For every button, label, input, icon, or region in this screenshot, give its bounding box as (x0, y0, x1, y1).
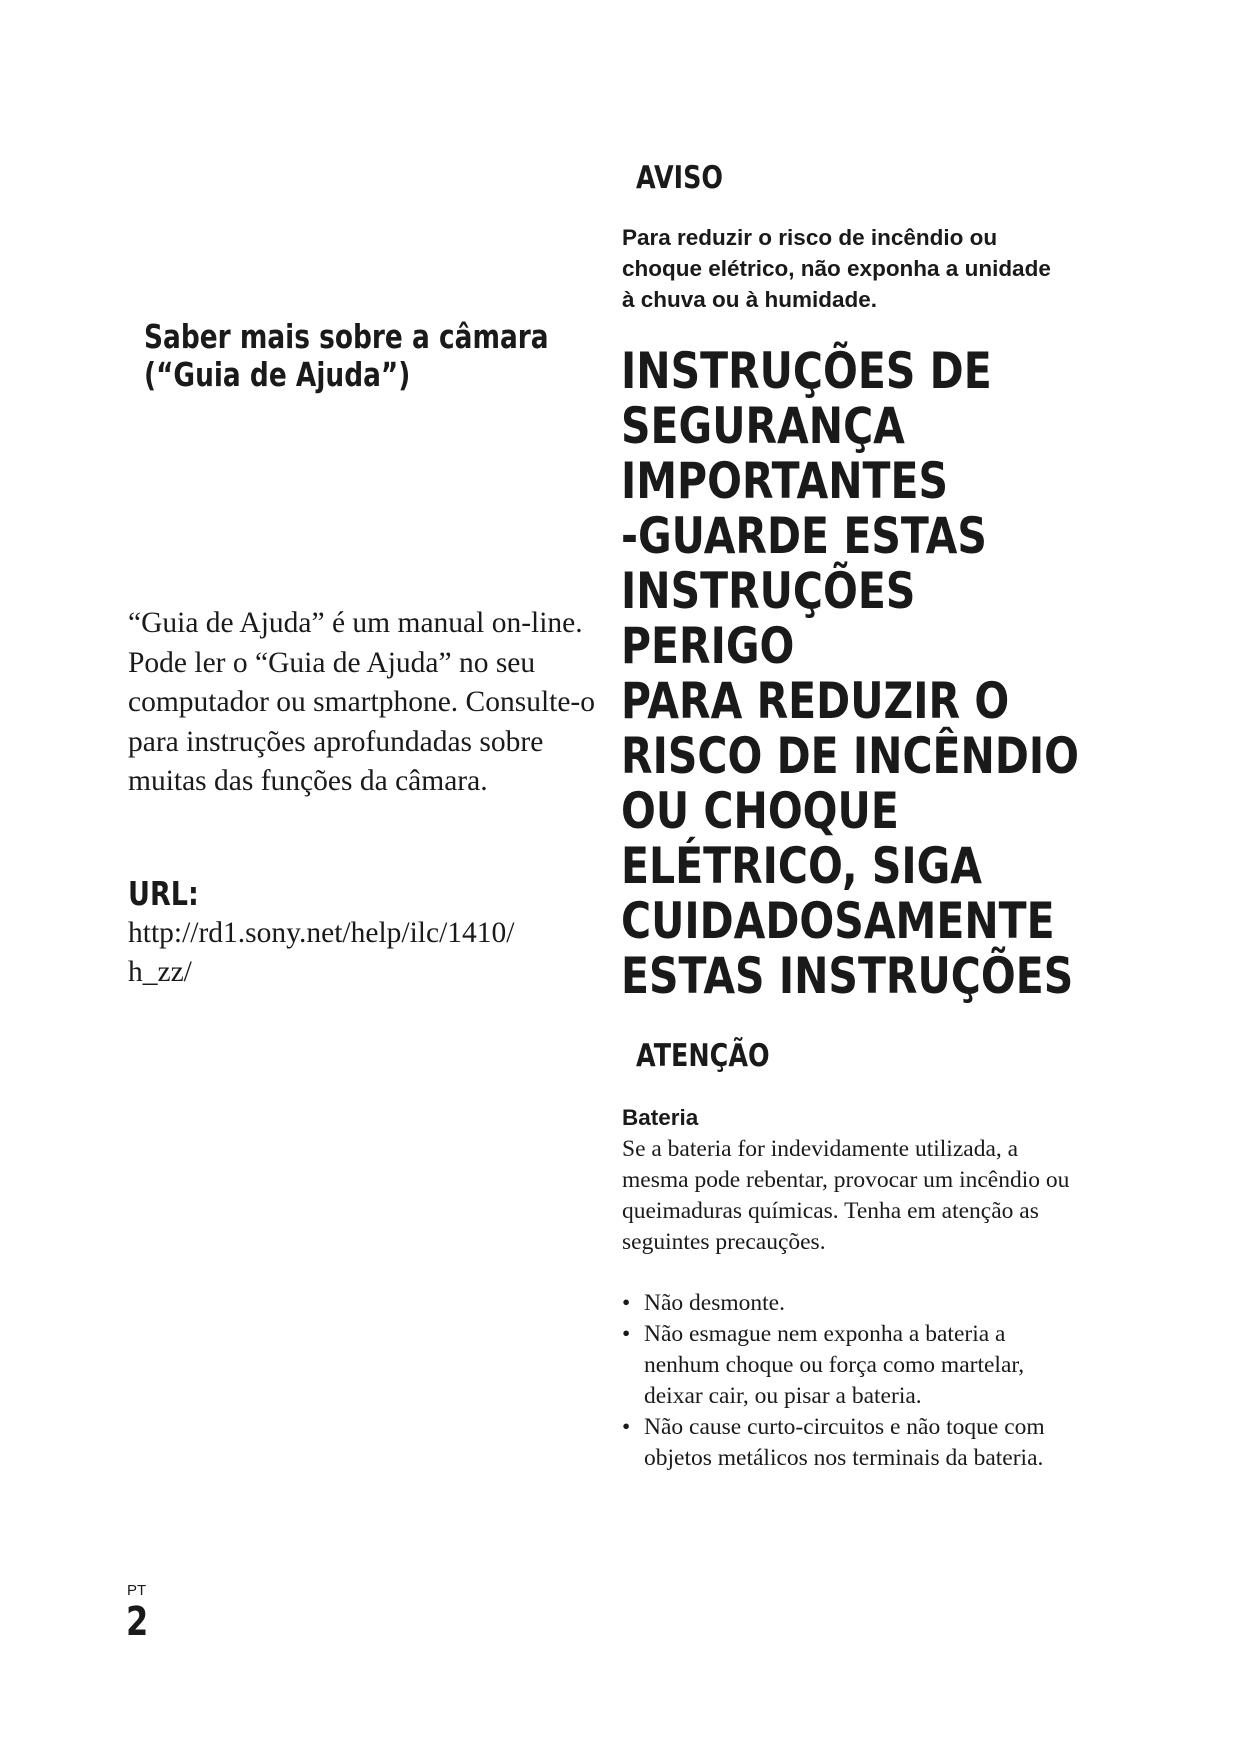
battery-subheading: Bateria (622, 1105, 699, 1130)
safety-line: RISCO DE INCÊNDIO (621, 727, 1080, 785)
safety-line: SEGURANÇA (621, 397, 905, 455)
warning-heading: AVISO (636, 160, 723, 196)
caution-heading: ATENÇÃO (636, 1038, 770, 1074)
url-label: URL: (128, 874, 199, 913)
language-code: PT (127, 1582, 147, 1599)
safety-line: ESTAS INSTRUÇÕES (621, 947, 1074, 1005)
help-guide-url-line-2[interactable]: h_zz/ (128, 956, 192, 988)
list-item: • Não cause curto-circuitos e não toque com objetos metálicos nos terminais da bateria. (622, 1412, 1072, 1474)
battery-precautions-list (622, 1288, 1072, 1474)
safety-line: ELÉTRICO, SIGA (621, 837, 982, 895)
battery-description: Se a bateria for indevidamente utilizada, a mesma pode rebentar, provocar um incêndio ou queimaduras químicas. Tenha em atenção as seguintes precauções. (622, 1136, 1070, 1255)
safety-line: PARA REDUZIR O (621, 672, 1010, 730)
help-guide-title-line-2: (“Guia de Ajuda”) (144, 355, 411, 394)
help-guide-title-line-1: Saber mais sobre a câmara (144, 317, 549, 356)
help-guide-url-line-1[interactable]: http://rd1.sony.net/help/ilc/1410/ (128, 917, 515, 949)
safety-line: CUIDADOSAMENTE (621, 892, 1055, 950)
safety-line: INSTRUÇÕES (621, 562, 916, 620)
warning-text: Para reduzir o risco de incêndio ou choque elétrico, não exponha a unidade à chuva ou à humidade. (622, 225, 1051, 312)
safety-line: IMPORTANTES (621, 452, 949, 510)
list-item: • Não esmague nem exponha a bateria a nenhum choque ou força como martelar, deixar cair, ou pisar a bateria. (622, 1319, 1072, 1412)
help-guide-title (144, 318, 549, 394)
safety-line: PERIGO (621, 617, 795, 675)
safety-line: OU CHOQUE (621, 782, 899, 840)
help-guide-description: “Guia de Ajuda” é um manual on-line. Pode ler o “Guia de Ajuda” no seu computador ou smartphone. Consulte-o para instruções aprofundadas sobre muitas das funções da câmara. (128, 607, 596, 797)
list-item: • Não desmonte. (622, 1288, 1072, 1319)
safety-instructions-block (621, 344, 1079, 1004)
help-guide-url[interactable] (128, 914, 588, 992)
safety-line: INSTRUÇÕES DE (621, 342, 992, 400)
page-number: 2 (126, 1599, 149, 1645)
safety-line: -GUARDE ESTAS (621, 507, 987, 565)
